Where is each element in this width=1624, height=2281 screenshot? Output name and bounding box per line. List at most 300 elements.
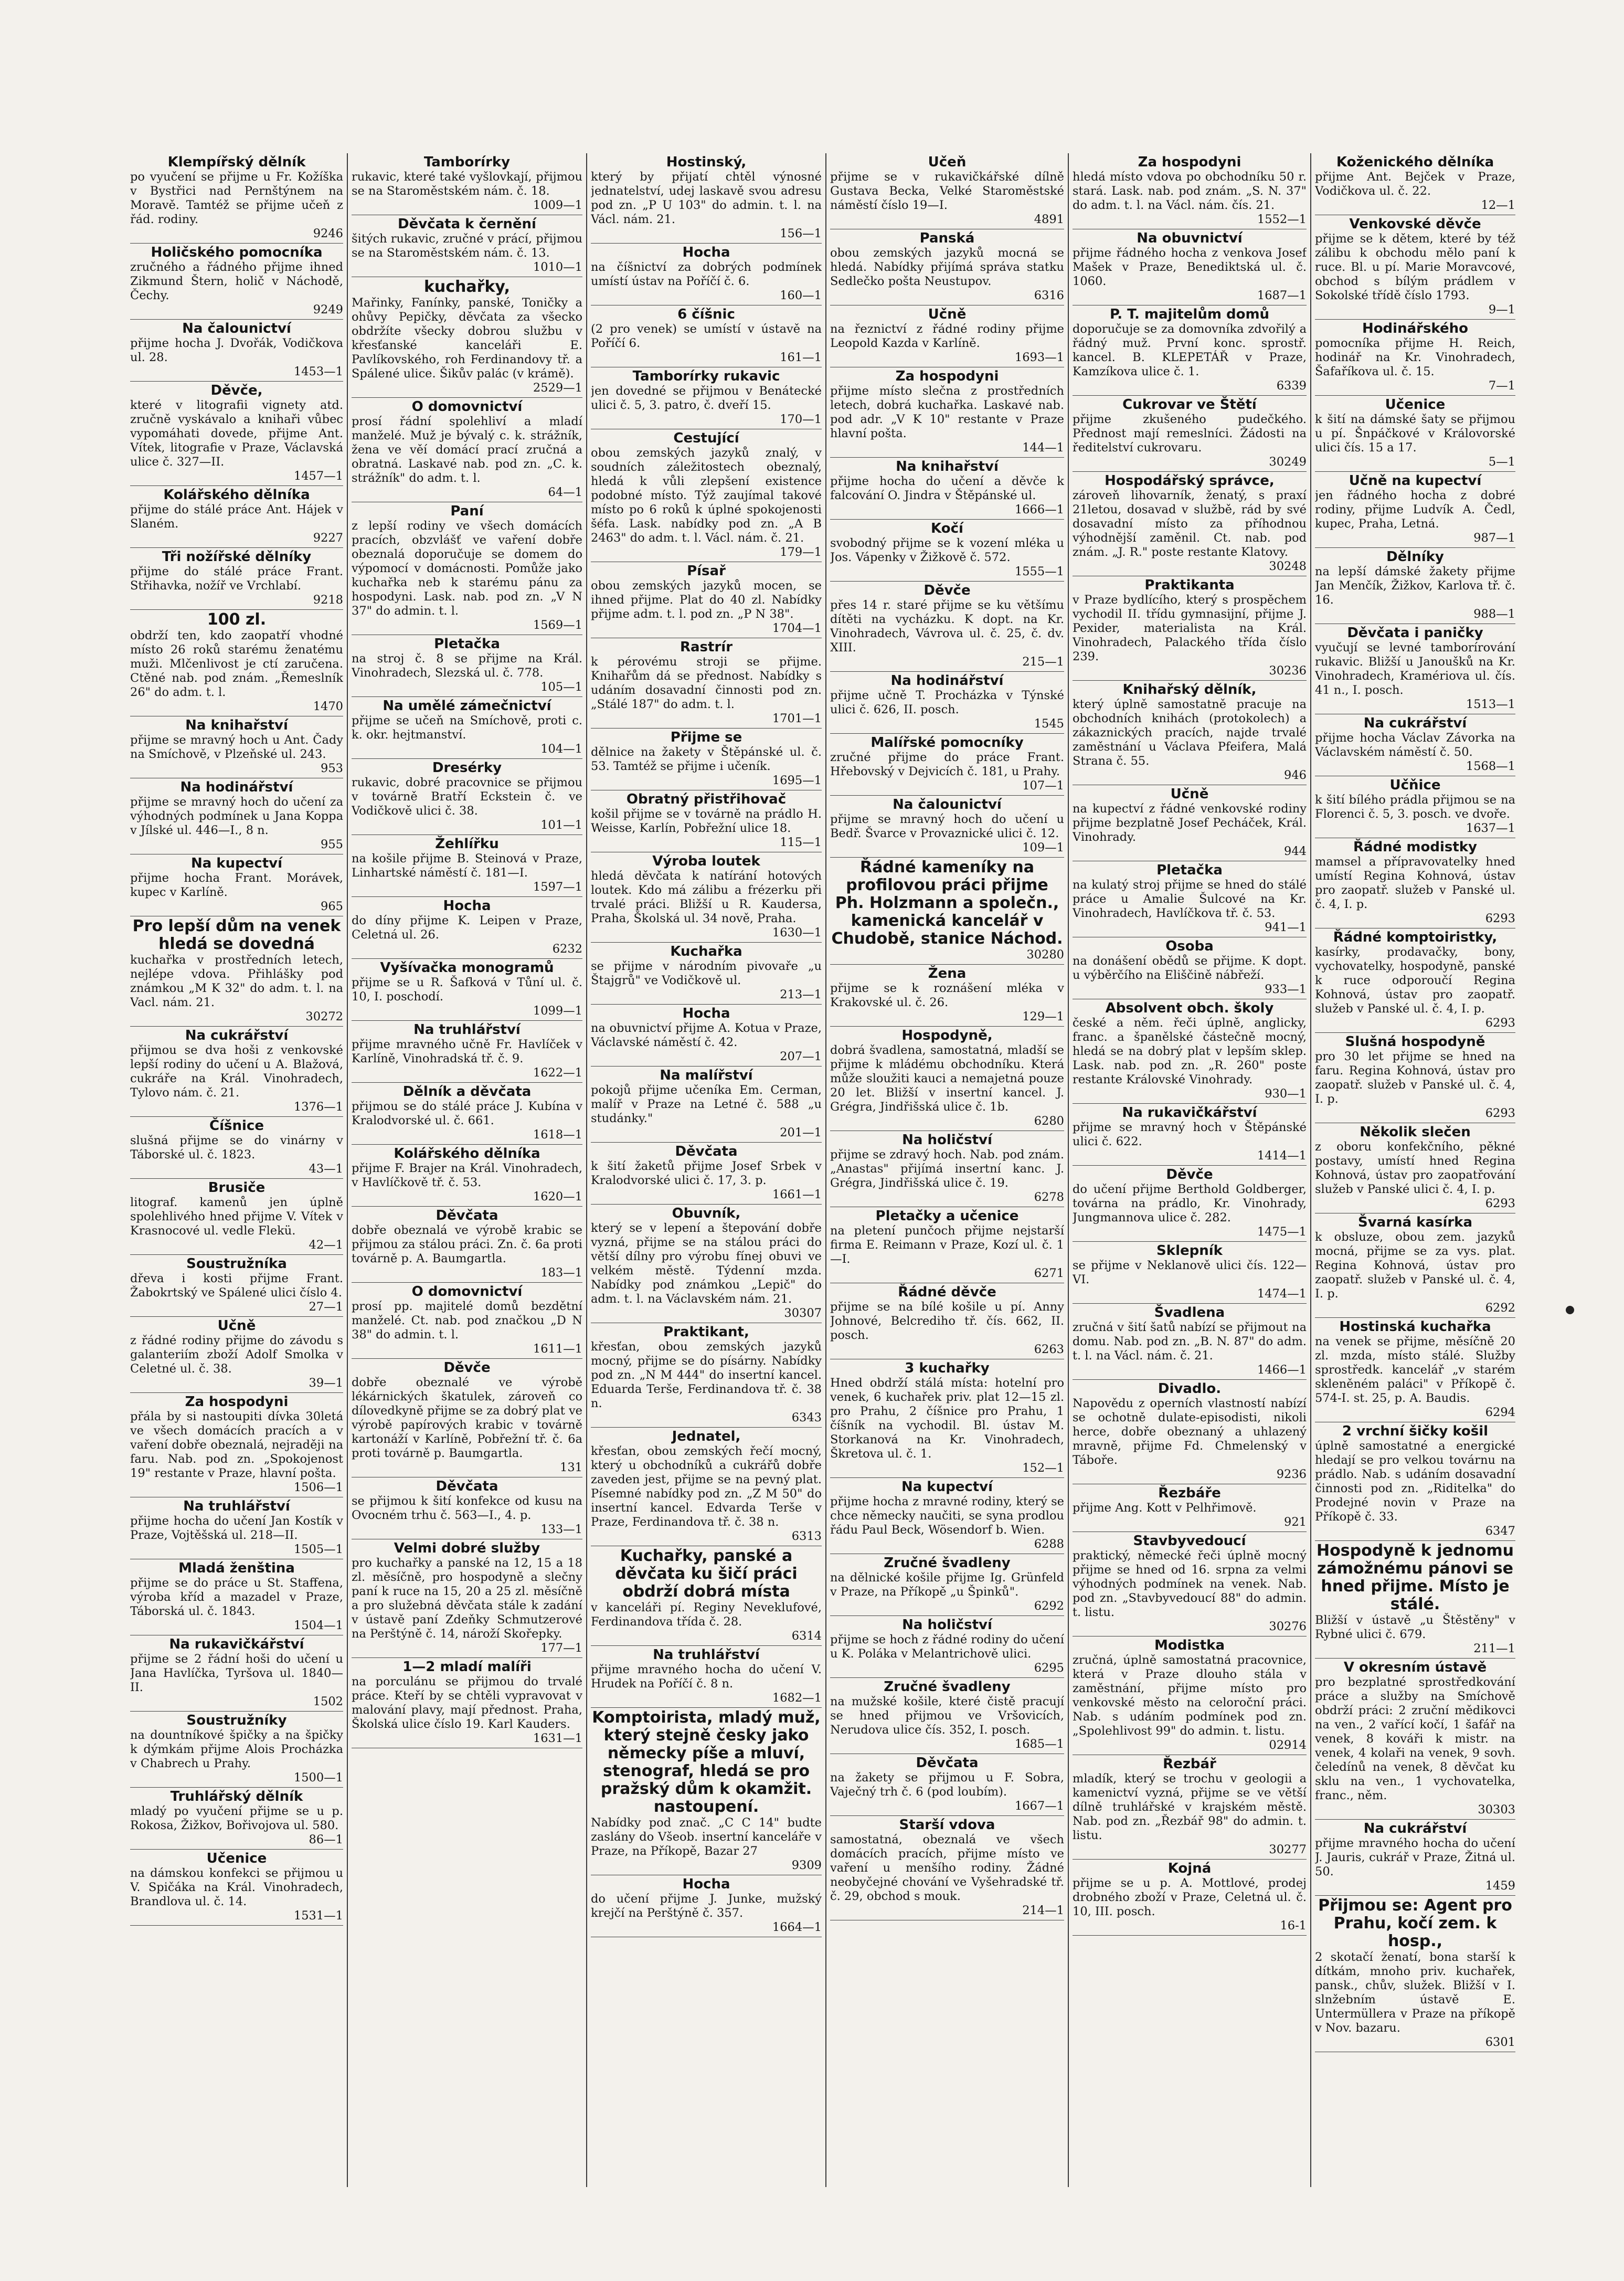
- ad-body: [130, 733, 343, 776]
- ad-heading: kuchařky,: [423, 278, 511, 296]
- ad-text: přijme řádného hocha z venkova Josef Mašek v Praze, Benediktská ul. č. 1060.: [1073, 246, 1307, 288]
- classified-ad: [352, 277, 582, 398]
- ad-text: slušná přijme se do vinárny v Táborské ul. č. 1823.: [130, 1134, 343, 1161]
- ad-body: [1315, 945, 1515, 1030]
- ad-code: 921: [1284, 1515, 1307, 1529]
- ad-body: [591, 1340, 822, 1425]
- ad-code: 1682—1: [772, 1691, 822, 1705]
- classified-ad: [130, 1027, 343, 1117]
- ad-body: [830, 751, 1064, 793]
- ad-code: 6280: [1034, 1114, 1064, 1128]
- ad-body: [1315, 336, 1515, 393]
- classified-ad: [130, 244, 343, 320]
- classified-column-3: [591, 153, 822, 2187]
- classified-ad: [1315, 1820, 1515, 1896]
- classified-ad: [830, 458, 1064, 520]
- classified-ad: [352, 502, 582, 635]
- ad-body: [830, 1495, 1064, 1551]
- ad-heading: Na holičství: [902, 1132, 992, 1148]
- ad-code: 131: [560, 1461, 582, 1474]
- ad-text: v Praze bydlícího, který s prospěchem vychodil II. třídu gymnasijní, přijme J. Pexider, materialista na Král. Vinohradech, Palackého třída číslo 239.: [1073, 593, 1307, 663]
- ad-heading: Obuvník,: [672, 1206, 741, 1221]
- ad-body: [1073, 878, 1307, 935]
- ad-heading: Sklepník: [1156, 1243, 1223, 1259]
- ad-heading: Hocha: [682, 1006, 730, 1021]
- ad-heading: Koženického dělníka: [1336, 154, 1494, 170]
- classified-ad: [1073, 1484, 1307, 1532]
- ad-heading: Hocha: [682, 245, 730, 260]
- ad-heading: 100 zl.: [207, 610, 267, 629]
- ad-code: 30276: [1269, 1620, 1307, 1633]
- ad-body: [591, 384, 822, 427]
- classified-ad: [352, 215, 582, 277]
- classified-ad: [1073, 1755, 1307, 1860]
- classified-ad: [130, 716, 343, 778]
- ad-body: [352, 1556, 582, 1655]
- ad-heading: Přijme se: [670, 730, 742, 745]
- ad-body: [1315, 413, 1515, 469]
- ad-body: [591, 869, 822, 940]
- classified-ad: [1073, 861, 1307, 937]
- ad-heading: Pletačka: [434, 636, 500, 652]
- ad-body: [1315, 565, 1515, 621]
- ad-heading: Kolářského dělníka: [163, 487, 310, 503]
- ad-body: [591, 446, 822, 559]
- ad-code: 5—1: [1488, 455, 1515, 469]
- ad-body: [1073, 1182, 1307, 1239]
- ad-text: na košile přijme B. Steinová v Praze, Linhartské náměstí č. 181—I.: [352, 852, 582, 880]
- ad-text: přijme se mravný hoch do učení za výhodných podmínek u Jana Koppa v Jílské ul. 446—I., 8 n.: [130, 795, 343, 837]
- ad-code: 1466—1: [1257, 1363, 1307, 1377]
- ad-code: 1453—1: [293, 365, 343, 378]
- ad-body: [1315, 489, 1515, 545]
- ad-body: [591, 807, 822, 850]
- ad-text: přijme hocha Frant. Morávek, kupec v Karlíně.: [130, 871, 343, 899]
- ad-code: 9249: [313, 303, 343, 316]
- ad-code: 1687—1: [1257, 289, 1307, 302]
- ad-text: se přijme v národním pivovaře „u Štajgrů" ve Vodičkově ul.: [591, 959, 822, 987]
- ad-body: [591, 1663, 822, 1705]
- ad-body: [1073, 698, 1307, 783]
- ad-body: [591, 1221, 822, 1321]
- ad-heading: Několik slečen: [1360, 1124, 1471, 1140]
- ad-body: [830, 981, 1064, 1024]
- ad-body: [830, 1833, 1064, 1918]
- ad-heading: Hostinský,: [666, 154, 747, 170]
- ad-heading: Výroba loutek: [652, 853, 760, 869]
- ad-code: 6271: [1034, 1266, 1064, 1280]
- ad-body: [1073, 1653, 1307, 1752]
- ad-code: 987—1: [1473, 531, 1515, 545]
- classified-ad: [591, 1205, 822, 1323]
- classified-ad: [352, 1658, 582, 1748]
- ad-heading: Učňice: [1389, 777, 1441, 793]
- column-rule: [347, 153, 348, 2187]
- ad-code: 1545: [1034, 717, 1064, 731]
- classified-ad: [591, 1546, 822, 1646]
- ad-heading: Číšnice: [209, 1118, 264, 1134]
- classified-ad: [130, 1850, 343, 1926]
- ad-body: [830, 948, 1064, 962]
- ad-text: litograf. kamenů jen úplně spolehlivého hned přijme V. Vítek v Krasnocové ul. vedle Flekü.: [130, 1196, 343, 1238]
- ad-body: [130, 1272, 343, 1314]
- ad-heading: Hospodyně k jednomu zámožnému pánovi se hned přijme. Místo je stálé.: [1317, 1541, 1514, 1613]
- classified-ad: [352, 959, 582, 1021]
- ad-heading: Panská: [919, 230, 975, 246]
- ad-heading: Cestující: [673, 430, 739, 446]
- ad-text: k pérovému stroji se přijme. Knihařům dá se přednost. Nabídky s udáním dosavadní činnosti pod zn. „Stálé 187" do adm. t. l.: [591, 655, 822, 711]
- classified-ad: [130, 320, 343, 382]
- ad-body: [1315, 170, 1515, 213]
- ad-body: [830, 170, 1064, 227]
- ad-text: k šití bílého prádla přijmou se na Florenci č. 5, 3. posch. ve dvoře.: [1315, 793, 1515, 821]
- ad-text: obou zemských jazyků znalý, v soudních záležitostech obeznalý, hledá k vůli zlepšení existence podobné místo. Týž zaujímal takové místo po 6 roků k úplné spokojenosti šéfa. Lask. nabídky pod zn. „A B 2463" do adm. t. l. Václ. nám. č. 21.: [591, 446, 822, 545]
- ad-heading: Na kupectví: [901, 1479, 993, 1495]
- classified-ad: [591, 305, 822, 367]
- classified-ad: [591, 1646, 822, 1708]
- classified-ad: [1073, 999, 1307, 1104]
- classified-ad: [830, 1678, 1064, 1754]
- classified-ad: [830, 520, 1064, 582]
- ad-code: 6339: [1276, 379, 1307, 393]
- ad-code: 12—1: [1481, 198, 1515, 212]
- ad-text: přijme se u R. Šafková v Tůní ul. č. 10, I. poschodí.: [352, 976, 582, 1004]
- ad-code: 1009—1: [533, 198, 582, 212]
- classified-ad: [352, 153, 582, 215]
- classified-ad: [830, 796, 1064, 858]
- ad-code: 156—1: [780, 227, 822, 240]
- ad-text: na dountníkové špičky a na špičky k dýmkám přijme Alois Procházka v Chabrech u Prahy.: [130, 1728, 343, 1770]
- ad-body: [130, 1514, 343, 1557]
- ad-text: přijme se na bílé košile u pí. Anny Johnové, Belcrediho tř. čís. 662, II. posch.: [830, 1300, 1064, 1342]
- ad-body: [830, 246, 1064, 303]
- ad-text: k šití žaketů přijme Josef Srbek v Kralodvorské ulici č. 17, 3. p.: [591, 1159, 822, 1187]
- ad-heading: Na truhlářství: [413, 1022, 521, 1038]
- classified-ad: [830, 1754, 1064, 1816]
- ad-body: [1073, 1772, 1307, 1857]
- classified-ad: [130, 1393, 343, 1497]
- ad-heading: Za hospodyni: [1138, 154, 1241, 170]
- classified-ad: [130, 1497, 343, 1559]
- ad-heading: Paní: [450, 503, 484, 519]
- classified-ad: [130, 610, 343, 716]
- ad-text: na donášení obědů se přijme. K dopt. u výběrčího na Eliščině nábřeží.: [1073, 954, 1307, 982]
- ad-code: 16-1: [1280, 1919, 1307, 1932]
- ad-body: [352, 914, 582, 956]
- ad-body: [352, 776, 582, 832]
- ad-heading: Zručné švadleny: [884, 1679, 1011, 1695]
- ad-heading: Hocha: [443, 898, 491, 914]
- ad-heading: Cukrovar ve Štětí: [1122, 397, 1257, 413]
- ad-text: do díny přijme K. Leipen v Praze, Celetná ul. 26.: [352, 914, 582, 942]
- ad-text: zároveň lihovarník, ženatý, s praxí 21letou, dosavad v službě, rád by své dosavadní místo za příhodnou výhodnější zaměnil. Ct. nab. pod znám. „J. R." poste restante Klatovy.: [1073, 489, 1307, 559]
- ad-heading: V okresním ústavě: [1343, 1660, 1487, 1675]
- ad-text: přijme se k dětem, které by též zálibu k obchodu mělo paní k ruce. Bl. u pí. Marie Moravcové, obchod s bílým prádlem v Sokolské třídě číslo 1793.: [1315, 232, 1515, 302]
- classified-ad: [1315, 838, 1515, 928]
- ad-code: 1611—1: [533, 1342, 582, 1356]
- ad-body: [352, 296, 582, 395]
- ad-body: [1073, 413, 1307, 469]
- classified-ad: [1315, 1422, 1515, 1541]
- ad-text: přijme mravného učně Fr. Havlíček v Karlíně, Vinohradská tř. č. 9.: [352, 1038, 582, 1065]
- ad-code: 1569—1: [533, 618, 582, 632]
- ad-body: [830, 384, 1064, 455]
- ad-code: 6295: [1034, 1661, 1064, 1675]
- ad-text: který by přijatí chtěl výnosné jednatelství, udej laskavě svou adresu pod zn. „P U 103" do admin. t. l. na Václ. nám. 21.: [591, 170, 822, 226]
- ad-text: přijme se mravný hoch u Ant. Čady na Smíchově, v Plzeňské ul. 243.: [130, 733, 343, 761]
- ad-heading: Řádné děvče: [898, 1284, 996, 1300]
- column-rule: [1310, 153, 1311, 2187]
- ad-body: [130, 503, 343, 545]
- classified-ad: [830, 1554, 1064, 1616]
- ad-code: 6232: [552, 942, 582, 956]
- ad-text: dobrá švadlena, samostatná, mladší se přijme k mládému obchodníku. Která může sloužiti kauci a nemajetná pouze 20 let. Bližší v insertní kancel. J. Grégra, Jindřišská ulice č. 1b.: [830, 1043, 1064, 1114]
- ad-code: 6301: [1485, 2035, 1515, 2049]
- ad-code: 109—1: [1022, 841, 1064, 854]
- classified-ad: [591, 1323, 822, 1428]
- ad-heading: Tamborírky rukavic: [632, 368, 780, 384]
- ad-code: 30280: [1026, 948, 1064, 962]
- ad-code: 953: [321, 762, 343, 775]
- classified-ad: [1073, 681, 1307, 785]
- ad-code: 6263: [1034, 1343, 1064, 1356]
- ad-code: 30249: [1269, 455, 1307, 469]
- ad-body: [352, 976, 582, 1018]
- ad-heading: Na čalounictví: [893, 797, 1002, 812]
- ad-code: 152—1: [1022, 1461, 1064, 1475]
- ad-text: přijmou se dva hoši z venkovské lepší rodiny do učení u A. Blažová, cukráře na Král. Vinohradech, Tylovo nám. č. 21.: [130, 1043, 343, 1100]
- classified-ad: [1073, 1104, 1307, 1166]
- ad-code: 941—1: [1265, 921, 1307, 934]
- ad-code: 1620—1: [533, 1190, 582, 1203]
- ad-heading: Dělník a děvčata: [402, 1084, 532, 1100]
- ad-text: do učení přijme Berthold Goldberger, továrna na prádlo, Kr. Vinohrady, Jungmannova ulice č. 282.: [1073, 1182, 1307, 1224]
- ad-body: [591, 1444, 822, 1544]
- classified-ad: [830, 672, 1064, 734]
- ad-heading: Kuchařky, panské a děvčata ku šičí práci obdrží dobrá místa: [615, 1547, 798, 1601]
- ad-heading: Písař: [687, 563, 726, 579]
- ad-code: 7—1: [1488, 379, 1515, 393]
- ad-heading: Malířské pomocníky: [871, 735, 1024, 751]
- ad-body: [352, 232, 582, 274]
- ad-text: na mužské košile, které čistě pracují se hned přijmou ve Vršovicích, Nerudova ulice čís. 352, I. posch.: [830, 1695, 1064, 1737]
- ad-heading: Na truhlářství: [183, 1498, 290, 1514]
- ad-heading: Děvčata: [436, 1208, 498, 1223]
- ad-text: na kulatý stroj přijme se hned do stálé práce u Amalie Šulcové na Kr. Vinohradech, Havlíčkova tř. č. 53.: [1073, 878, 1307, 920]
- classified-ad: [830, 1616, 1064, 1678]
- ad-body: [830, 322, 1064, 365]
- ad-text: přijme učně T. Procházka v Týnské ulici č. 626, II. posch.: [830, 689, 1064, 716]
- classified-ad: [130, 1559, 343, 1635]
- ad-heading: Řádné modistky: [1353, 839, 1477, 855]
- ad-text: obdrží ten, kdo zaopatří vhodné místo 26 roků starému ženatému muži. Mlčenlivost je ctí zaručena. Ctěné nab. pod znám. „Řemeslník 26" do adm. t. l.: [130, 629, 343, 699]
- ad-code: 988—1: [1473, 607, 1515, 621]
- classified-ad: [352, 1283, 582, 1359]
- ad-heading: Pro lepší dům na venek hledá se dovedná: [132, 917, 341, 953]
- classified-ad: [1073, 305, 1307, 396]
- ad-code: 115—1: [780, 836, 822, 849]
- ad-text: přijme hocha do učení Jan Kostík v Praze, Vojtěšská ul. 218—II.: [130, 1514, 343, 1542]
- classified-ad: [352, 759, 582, 835]
- ad-body: [130, 1334, 343, 1390]
- classified-ad: [1315, 1033, 1515, 1123]
- ad-heading: Soustružníka: [186, 1256, 287, 1272]
- classified-ad: [352, 835, 582, 897]
- ad-code: 6288: [1034, 1537, 1064, 1551]
- ad-body: [352, 170, 582, 213]
- classified-ad: [830, 1131, 1064, 1207]
- ad-code: 133—1: [540, 1523, 582, 1536]
- ad-body: [130, 260, 343, 317]
- ad-code: 1513—1: [1466, 698, 1515, 711]
- ad-heading: Velmi dobré služby: [394, 1540, 540, 1556]
- classified-column-6: [1315, 153, 1515, 2187]
- ad-code: 1664—1: [772, 1920, 822, 1934]
- ad-body: [352, 415, 582, 500]
- ad-body: [1315, 793, 1515, 836]
- ad-code: 9218: [313, 593, 343, 607]
- ad-heading: Zručné švadleny: [884, 1555, 1011, 1571]
- ad-code: 105—1: [540, 680, 582, 694]
- ad-code: 6293: [1485, 1016, 1515, 1030]
- ad-body: [352, 652, 582, 694]
- ad-text: se přijmou k šití konfekce od kusu na Ovocném trhu č. 563—I., 4. p.: [352, 1494, 582, 1522]
- ad-code: 170—1: [780, 413, 822, 426]
- classified-ad: [1315, 776, 1515, 838]
- classified-ad: [830, 1283, 1064, 1359]
- ad-heading: Modistka: [1154, 1638, 1225, 1653]
- ad-text: 2 skotačí ženatí, bona starší k dítkám, mnoho priv. kuchařek, pansk., chův, služek. Bližší v I. slnžebním ústavě E. Untermüllera v Praze na příkopě v Nov. bazaru.: [1315, 1950, 1515, 2035]
- ad-body: [130, 1804, 343, 1847]
- ad-text: kuchařka v prostředních letech, nejlépe vdova. Přihlášky pod známkou „M K 32" do adm. t. l. na Vacl. nám. 21.: [130, 953, 343, 1009]
- ad-heading: Na holičství: [902, 1617, 992, 1633]
- ad-heading: Žena: [928, 966, 967, 981]
- ad-text: dobře obeznalé ve výrobě lékárnických škatulek, zároveň co dílovedkyně přijme se za dobrý plat ve výrobě papírových krabic v továrně kartonáží v Karlíně, Pobřežní tř. č. 6a proti továrně p. Baumgartla.: [352, 1376, 582, 1460]
- ad-body: [1073, 1549, 1307, 1634]
- ad-body: [1315, 1675, 1515, 1817]
- ad-text: jen řádného hocha z dobré rodiny, přijme Ludvík A. Čedl, kupec, Praha, Letná.: [1315, 489, 1515, 531]
- classified-ad: [130, 153, 343, 244]
- classified-ad: [830, 1027, 1064, 1131]
- classified-ad: [830, 965, 1064, 1027]
- ad-body: [1073, 1259, 1307, 1301]
- ad-text: (2 pro venek) se umístí v ústavě na Poříčí 6.: [591, 322, 822, 350]
- ad-body: [352, 1100, 582, 1142]
- classified-ad: [352, 697, 582, 759]
- ad-body: [130, 871, 343, 914]
- ad-code: 27—1: [309, 1300, 343, 1314]
- classified-ad: [830, 858, 1064, 965]
- ad-text: na obuvnictví přijme A. Kotua v Praze, Václavské náměstí č. 42.: [591, 1021, 822, 1049]
- ad-text: na stroj č. 8 se přijme na Král. Vinohradech, Slezská ul. č. 778.: [352, 652, 582, 680]
- ad-text: přijme hocha z mravné rodiny, který se chce německy naučiti, se syna prodlou řádu Paul Beck, Wösendorf b. Wien.: [830, 1495, 1064, 1537]
- classified-ad: [1315, 1896, 1515, 2052]
- classified-ad: [591, 728, 822, 790]
- ad-heading: Na kupectví: [190, 856, 283, 871]
- ad-code: 1505—1: [293, 1543, 343, 1556]
- ad-text: pokojů přijme učeníka Em. Cerman, malíř v Praze na Letné č. 588 „u studánky.": [591, 1083, 822, 1125]
- ad-text: košil přijme se v továrně na prádlo H. Weisse, Karlín, Pobřežní ulice 18.: [591, 807, 822, 835]
- classified-ad: [1315, 472, 1515, 548]
- ad-heading: Knihařský dělník,: [1122, 682, 1257, 698]
- ad-code: 30236: [1269, 664, 1307, 678]
- classified-ad: [1315, 1318, 1515, 1422]
- ad-code: 129—1: [1022, 1010, 1064, 1023]
- ad-text: prosí řádní spolehliví a mladí manželé. Muž je bývalý c. k. strážník, žena ve věí domácí prací zručná a obratná. Laskavé nab. pod zn. „C. k. strážník" do adm. t. l.: [352, 415, 582, 485]
- ad-body: [591, 579, 822, 636]
- classified-ad: [1315, 396, 1515, 472]
- ad-text: zručné přijme do práce Frant. Hřebovský v Dejvicích č. 181, u Prahy.: [830, 751, 1064, 778]
- ad-body: [1315, 1836, 1515, 1893]
- ad-heading: Osoba: [1165, 938, 1214, 954]
- ad-code: 1010—1: [533, 260, 582, 274]
- ad-code: 30248: [1269, 559, 1307, 573]
- ad-heading: Na rukavičkářství: [1122, 1105, 1257, 1121]
- ad-body: [352, 1161, 582, 1204]
- ad-heading: Za hospodyni: [895, 368, 999, 384]
- classified-ad: [1315, 153, 1515, 215]
- ad-text: mladý po vyučení přijme se u p. Rokosa, Žižkov, Bořivojova ul. 580.: [130, 1804, 343, 1832]
- classified-ad: [352, 897, 582, 959]
- ad-body: [591, 959, 822, 1002]
- ad-heading: Klempířský dělník: [167, 154, 306, 170]
- ad-code: 214—1: [1022, 1904, 1064, 1917]
- ad-body: [1315, 1140, 1515, 1211]
- ad-code: 1685—1: [1014, 1737, 1064, 1751]
- ad-code: 213—1: [780, 988, 822, 1001]
- ad-body: [352, 1376, 582, 1475]
- ad-text: Nabídky pod znač. „C C 14" budte zaslány do Všeob. insertní kanceláře v Praze, na Příkopě, Bazar 27: [591, 1816, 822, 1858]
- ad-body: [591, 1816, 822, 1873]
- ad-text: rukavic, které také vyšlovkají, přijmou se na Staroměstském nám. č. 18.: [352, 170, 582, 198]
- ad-code: 930—1: [1265, 1087, 1307, 1101]
- ad-text: samostatná, obeznalá ve všech domácích pracích, přijme místo ve vaření u menšího rodiny. Žádné neobyčejné chování ve Vyšehradské tř. č. 29, obchod s mouk.: [830, 1833, 1064, 1903]
- ad-text: pro kuchařky a panské na 12, 15 a 18 zl. měsíčně, pro hospodyně a slečny paní k ruce na 15, 20 a 25 zl. měsíčně a pro služebná děvčata stále k zadání v ústavě paní Zdeňky Schmutzerové na Perštýně č. 14, nároží Skořepky.: [352, 1556, 582, 1641]
- classified-ad: [352, 1207, 582, 1283]
- ad-body: [830, 474, 1064, 517]
- ad-text: zručná, úplně samostatná pracovnice, která v Praze dlouho stála v zaměstnání, přijme místo pro venkovské město na celoroční práci. Nab. s udáním podmínek pod zn. „Spolehlivost 99" do admin. t. listu.: [1073, 1653, 1307, 1738]
- ad-text: na venek se přijme, měsíčně 20 zl. mzda, místo stálé. Služby sprostředk. kancelář „v starém skleněném paláci" v Příkopě č. 574-I. st. 25, p. A. Baudis.: [1315, 1335, 1515, 1405]
- ad-code: 107—1: [1022, 779, 1064, 793]
- classified-ad: [1315, 624, 1515, 714]
- ad-text: přijme se k roznášení mléka v Krakovské ul. č. 26.: [830, 981, 1064, 1009]
- classified-ad: [130, 854, 343, 916]
- ad-code: 6293: [1485, 1106, 1515, 1120]
- ad-text: přijme se hoch z řádné rodiny do učení u K. Poláka v Melantrichově ulici.: [830, 1633, 1064, 1661]
- ad-heading: Pletačky a učenice: [875, 1208, 1019, 1224]
- classified-ad: [130, 486, 343, 548]
- ad-code: 215—1: [1022, 655, 1064, 669]
- ad-text: přijme se mravný hoch do učení u Bedř. Švarce v Provaznické ulici č. 12.: [830, 812, 1064, 840]
- ad-text: přijme se zdravý hoch. Nab. pod znám. „Anastas" přijímá insertní kanc. J. Grégra, Jindřišská ulice č. 19.: [830, 1148, 1064, 1190]
- ad-body: [130, 170, 343, 241]
- ad-heading: Na cukrářství: [185, 1028, 289, 1043]
- classified-ad: [830, 229, 1064, 305]
- ad-code: 1552—1: [1257, 213, 1307, 226]
- ad-heading: Dresérky: [432, 760, 502, 776]
- ad-body: [830, 812, 1064, 855]
- ad-body: [591, 260, 822, 303]
- ad-text: šitých rukavic, zručné v prácí, přijmou se na Staroměstském nám. č. 13.: [352, 232, 582, 260]
- ad-text: Napovědu z operních vlastností nabízí se ochotně dulate-episodisti, nikoli herce, dobře obeznaný a uhlazený mravně, přijme Fd. Chmelenský v Táboře.: [1073, 1397, 1307, 1467]
- ad-body: [1315, 232, 1515, 317]
- classified-ad: [1073, 229, 1307, 305]
- ad-heading: Na malířství: [660, 1068, 753, 1083]
- ad-code: 6316: [1034, 289, 1064, 302]
- ad-code: 1531—1: [293, 1909, 343, 1923]
- ad-heading: Na cukrářství: [1363, 1821, 1467, 1836]
- ad-body: [591, 1601, 822, 1643]
